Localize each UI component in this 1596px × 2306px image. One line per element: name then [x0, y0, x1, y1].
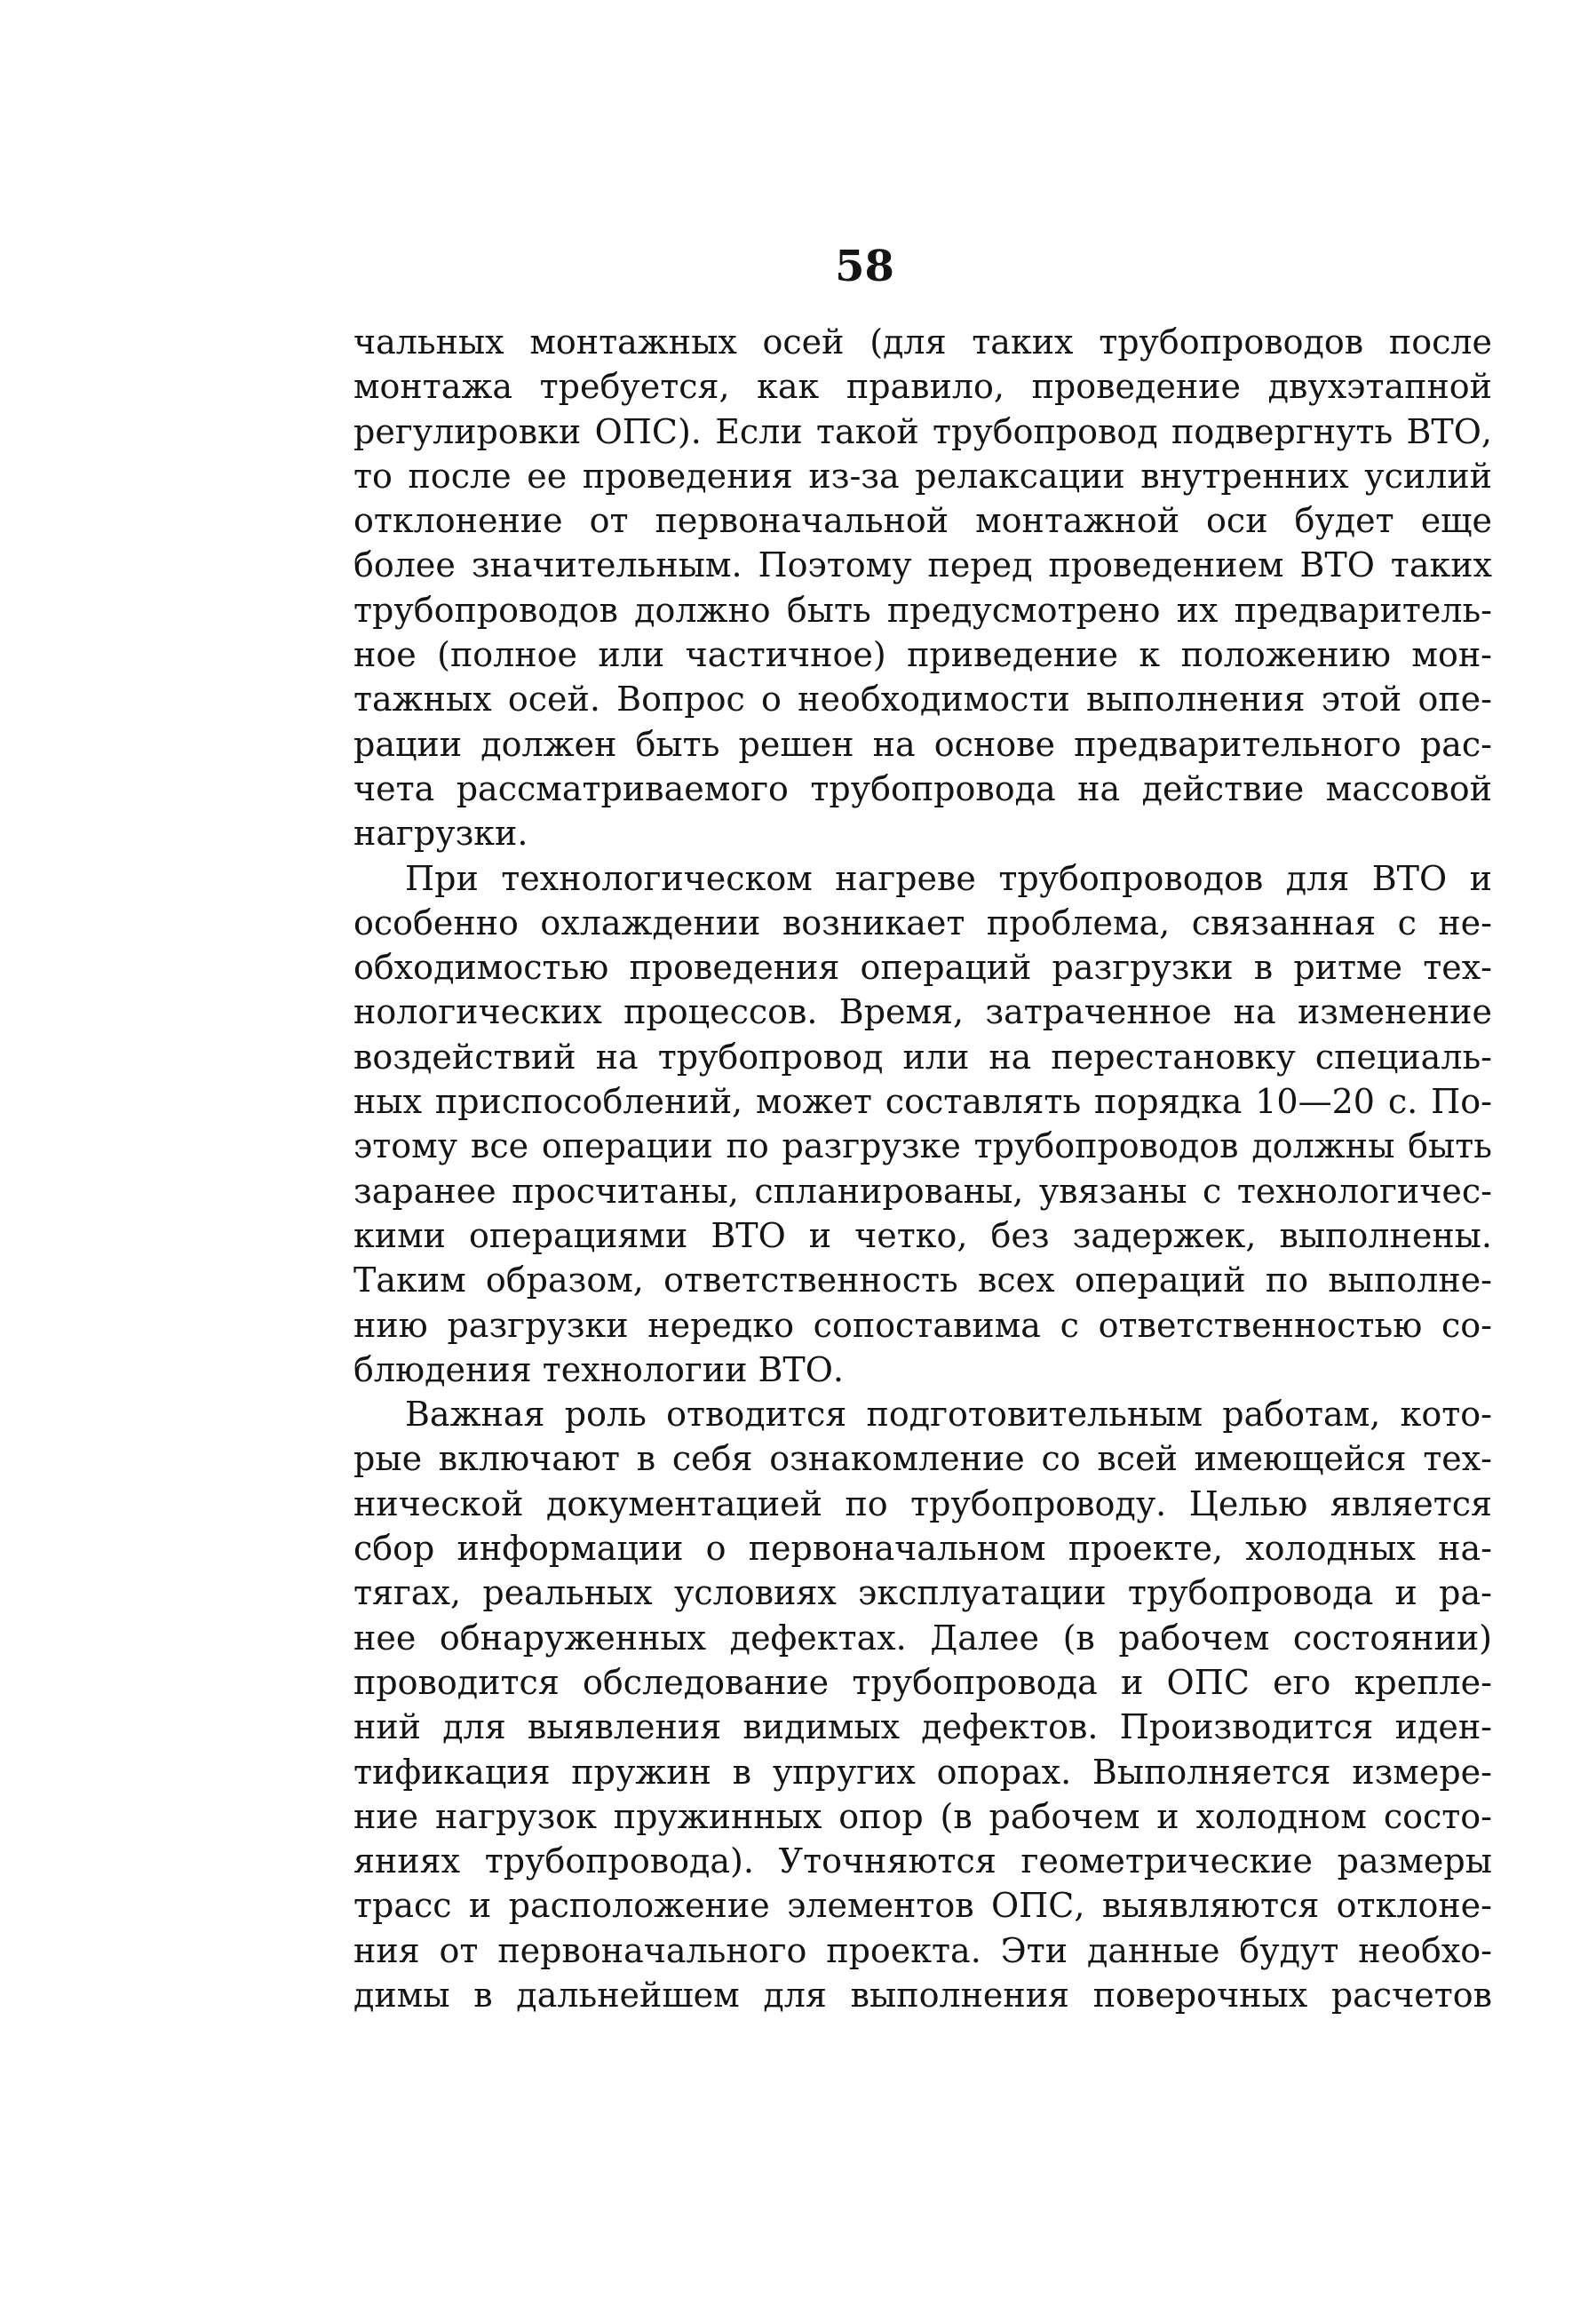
text-line: нее обнаруженных дефектах. Далее (в рабочем состоянии): [353, 1618, 1492, 1658]
text-line: этому все операции по разгрузке трубопроводов должны быть: [353, 1126, 1492, 1166]
text-line: блюдения технологии ВТО.: [353, 1349, 845, 1389]
text-line: монтажа требуется, как правило, проведение двухэтапной: [353, 367, 1492, 407]
text-line: более значительным. Поэтому перед проведением ВТО таких: [353, 545, 1492, 585]
text-line: чальных монтажных осей (для таких трубопроводов после: [353, 322, 1492, 362]
text-line: регулировки ОПС). Если такой трубопровод подвергнуть ВТО,: [353, 411, 1492, 451]
text-line: кими операциями ВТО и четко, без задержек, выполнены.: [353, 1215, 1492, 1255]
text-line: ных приспособлений, может составлять порядка 10—20 с. По-: [353, 1082, 1492, 1122]
text-line: ния от первоначального проекта. Эти данные будут необхо-: [353, 1930, 1492, 1970]
text-line: рации должен быть решен на основе предварительного рас-: [353, 724, 1492, 764]
text-line: особенно охлаждении возникает проблема, связанная с не-: [353, 903, 1492, 942]
text-line: воздействий на трубопровод или на перестановку специаль-: [353, 1037, 1492, 1077]
text-line: проводится обследование трубопровода и ОПС его крепле-: [353, 1662, 1492, 1702]
text-line: тификация пружин в упругих опорах. Выполняется измере-: [353, 1752, 1492, 1792]
text-line: отклонение от первоначальной монтажной оси будет еще: [353, 501, 1492, 541]
text-line: тягах, реальных условиях эксплуатации трубопровода и ра-: [353, 1573, 1492, 1613]
text-line: Важная роль отводится подготовительным работам, кото-: [405, 1395, 1492, 1435]
text-line: яниях трубопровода). Уточняются геометрические размеры: [353, 1841, 1492, 1881]
page-number: 58: [835, 242, 894, 291]
paragraph-3: [353, 1392, 1492, 2017]
text-line: трубопроводов должно быть предусмотрено их предваритель-: [353, 590, 1492, 630]
text-line: Таким образом, ответственность всех операций по выполне-: [353, 1260, 1492, 1300]
text-line: то после ее проведения из-за релаксации внутренних усилий: [353, 456, 1492, 496]
body-text: [353, 320, 1492, 2017]
text-line: ний для выявления видимых дефектов. Производится иден-: [353, 1707, 1492, 1747]
text-line: нагрузки.: [353, 814, 528, 854]
text-line: сбор информации о первоначальном проекте, холодных на-: [353, 1529, 1492, 1569]
text-line: заранее просчитаны, спланированы, увязаны с технологичес-: [353, 1171, 1492, 1211]
text-line: тажных осей. Вопрос о необходимости выполнения этой опе-: [353, 680, 1492, 720]
text-line: трасс и расположение элементов ОПС, выявляются отклоне-: [353, 1886, 1492, 1926]
text-line: димы в дальнейшем для выполнения поверочных расчетов: [353, 1975, 1492, 2015]
paragraph-1: [353, 320, 1492, 856]
text-line: При технологическом нагреве трубопроводов для ВТО и: [405, 858, 1492, 898]
text-line: ное (полное или частичное) приведение к положению мон-: [353, 635, 1492, 675]
text-line: нию разгрузки нередко сопоставима с ответственностью со-: [353, 1305, 1492, 1345]
text-line: рые включают в себя ознакомление со всей имеющейся тех-: [353, 1439, 1492, 1479]
text-line: ние нагрузок пружинных опор (в рабочем и холодном состо-: [353, 1796, 1492, 1836]
paragraph-2: [353, 856, 1492, 1393]
text-line: обходимостью проведения операций разгрузки в ритме тех-: [353, 948, 1492, 988]
text-line: нологических процессов. Время, затраченное на изменение: [353, 992, 1492, 1032]
text-line: нической документацией по трубопроводу. Целью является: [353, 1483, 1492, 1523]
text-line: чета рассматриваемого трубопровода на действие массовой: [353, 768, 1492, 808]
